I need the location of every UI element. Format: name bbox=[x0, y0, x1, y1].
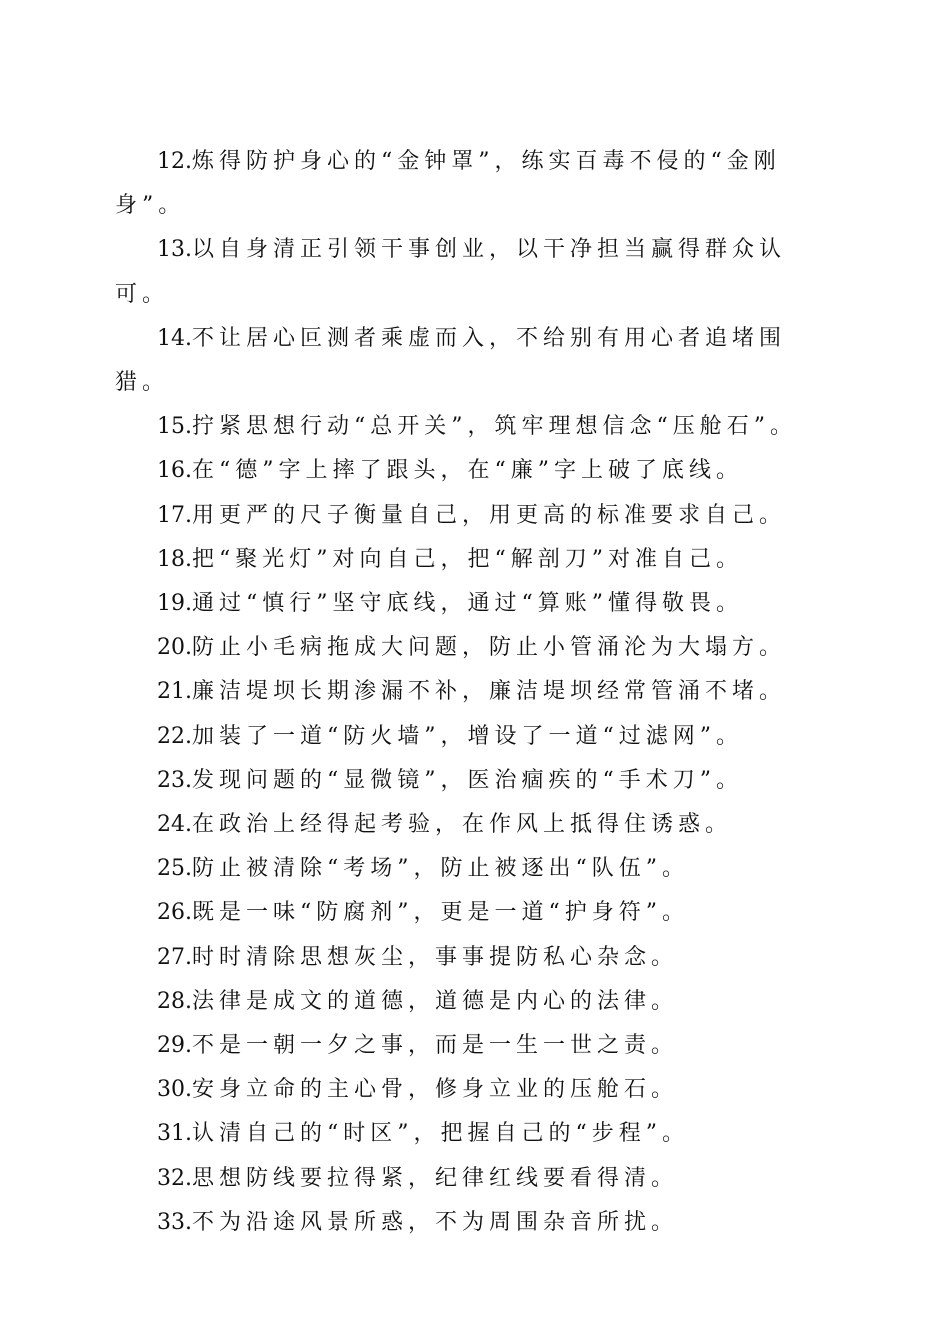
item-text: 通过“慎行”坚守底线，通过“算账”懂得敬畏。 bbox=[192, 591, 743, 617]
list-item bbox=[115, 405, 827, 449]
item-text: 在“德”字上摔了跟头，在“廉”字上破了底线。 bbox=[192, 458, 743, 484]
list-item bbox=[115, 847, 827, 891]
item-text: 防止被清除“考场”，防止被逐出“队伍”。 bbox=[192, 856, 689, 882]
item-text: 不让居心叵测者乘虚而入，不给别有用心者追堵围猎。 bbox=[115, 325, 787, 396]
item-number: 23. bbox=[157, 767, 192, 793]
item-number: 19. bbox=[157, 591, 192, 617]
list-item bbox=[115, 538, 827, 582]
list-item bbox=[115, 494, 827, 538]
item-number: 22. bbox=[157, 723, 192, 749]
list-item bbox=[115, 936, 827, 980]
item-text: 不是一朝一夕之事，而是一生一世之责。 bbox=[192, 1033, 679, 1059]
item-text: 发现问题的“显微镜”，医治痼疾的“手术刀”。 bbox=[192, 767, 743, 793]
item-number: 16. bbox=[157, 458, 192, 484]
item-number: 14. bbox=[157, 325, 192, 351]
item-number: 29. bbox=[157, 1033, 192, 1059]
item-number: 31. bbox=[157, 1121, 192, 1147]
item-number: 25. bbox=[157, 856, 192, 882]
item-number: 26. bbox=[157, 900, 192, 926]
item-number: 32. bbox=[157, 1165, 192, 1191]
list-item bbox=[115, 317, 827, 405]
item-text: 不为沿途风景所惑，不为周围杂音所扰。 bbox=[192, 1209, 679, 1235]
list-item bbox=[115, 1201, 827, 1245]
list-item bbox=[115, 1024, 827, 1068]
item-number: 12. bbox=[157, 149, 192, 174]
item-number: 17. bbox=[157, 502, 192, 528]
item-number: 30. bbox=[157, 1077, 192, 1103]
item-number: 18. bbox=[157, 546, 192, 572]
list-item bbox=[115, 715, 827, 759]
list-item bbox=[115, 803, 827, 847]
list-item bbox=[115, 228, 827, 316]
item-text: 加装了一道“防火墙”，增设了一道“过滤网”。 bbox=[192, 723, 743, 749]
item-number: 24. bbox=[157, 812, 192, 838]
list-item bbox=[115, 759, 827, 803]
list-item bbox=[115, 1068, 827, 1112]
item-text: 用更严的尺子衡量自己，用更高的标准要求自己。 bbox=[192, 502, 787, 528]
item-text: 把“聚光灯”对向自己，把“解剖刀”对准自己。 bbox=[192, 546, 743, 572]
item-text: 以自身清正引领干事创业，以干净担当赢得群众认可。 bbox=[115, 237, 787, 307]
item-text: 安身立命的主心骨，修身立业的压舱石。 bbox=[192, 1077, 679, 1103]
list-item bbox=[115, 140, 827, 228]
item-text: 思想防线要拉得紧，纪律红线要看得清。 bbox=[192, 1165, 679, 1191]
item-number: 27. bbox=[157, 944, 192, 970]
item-text: 廉洁堤坝长期渗漏不补，廉洁堤坝经常管涌不堵。 bbox=[192, 679, 787, 705]
item-number: 21. bbox=[157, 679, 192, 705]
item-number: 15. bbox=[157, 414, 192, 440]
item-text: 既是一味“防腐剂”，更是一道“护身符”。 bbox=[192, 900, 689, 926]
item-text: 防止小毛病拖成大问题，防止小管涌沦为大塌方。 bbox=[192, 635, 787, 661]
list-item bbox=[115, 670, 827, 714]
item-text: 认清自己的“时区”，把握自己的“步程”。 bbox=[192, 1121, 689, 1147]
list-item bbox=[115, 626, 827, 670]
item-number: 20. bbox=[157, 635, 192, 661]
item-text: 炼得防护身心的“金钟罩”，练实百毒不侵的“金刚身”。 bbox=[115, 149, 781, 219]
item-text: 时时清除思想灰尘，事事提防私心杂念。 bbox=[192, 944, 679, 970]
item-number: 13. bbox=[157, 237, 192, 263]
list-item bbox=[115, 1112, 827, 1156]
list-item bbox=[115, 582, 827, 626]
list-item bbox=[115, 449, 827, 493]
list-item bbox=[115, 891, 827, 935]
list-item bbox=[115, 980, 827, 1024]
item-number: 33. bbox=[157, 1209, 192, 1235]
item-text: 拧紧思想行动“总开关”，筑牢理想信念“压舱石”。 bbox=[192, 414, 797, 440]
item-number: 28. bbox=[157, 988, 192, 1014]
item-text: 在政治上经得起考验，在作风上抵得住诱惑。 bbox=[192, 812, 733, 838]
numbered-list bbox=[115, 140, 827, 1245]
item-text: 法律是成文的道德，道德是内心的法律。 bbox=[192, 988, 679, 1014]
list-item bbox=[115, 1157, 827, 1201]
